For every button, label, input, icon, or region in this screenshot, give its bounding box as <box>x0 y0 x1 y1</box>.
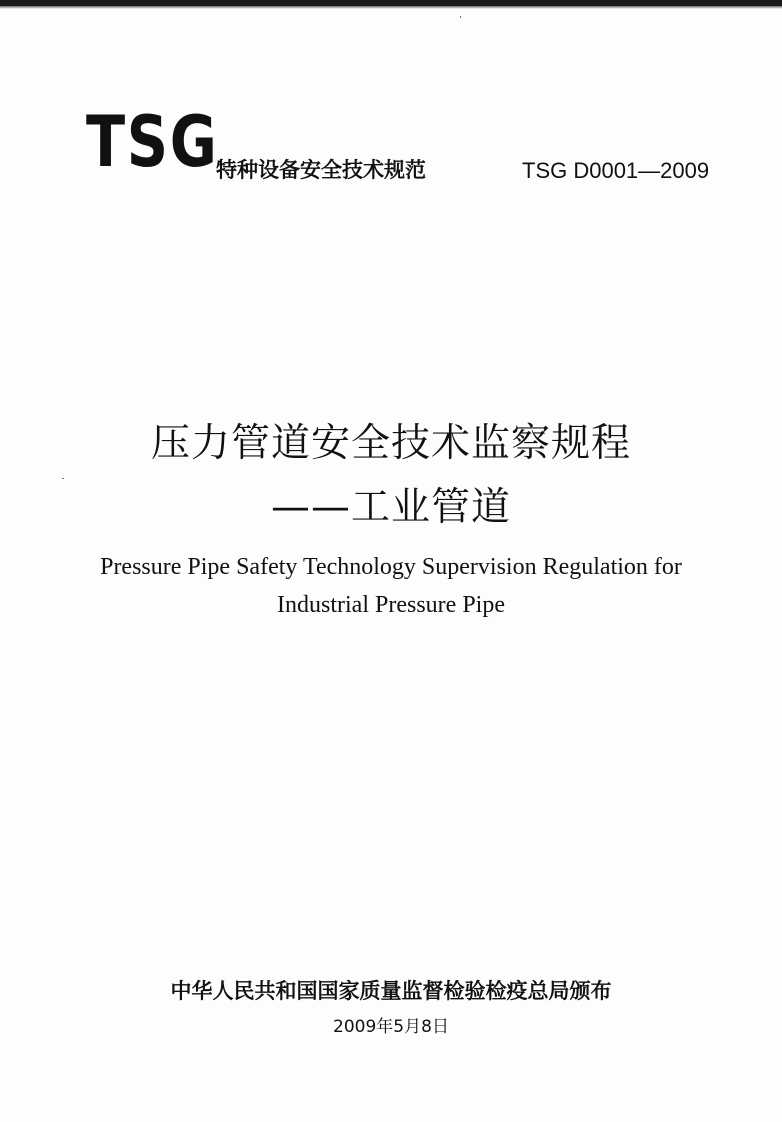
document-footer <box>0 974 782 1042</box>
tsg-logo: TSG <box>86 101 219 183</box>
title-english-line-2: Industrial Pressure Pipe <box>277 592 505 618</box>
subtitle-chinese: ——工业管道 <box>270 485 511 530</box>
document-header <box>0 100 782 190</box>
scan-speck <box>460 16 461 18</box>
scan-speck <box>62 478 64 479</box>
series-name: 特种设备安全技术规范 <box>216 158 426 182</box>
title-english <box>0 548 782 624</box>
issuing-authority: 中华人民共和国国家质量监督检验检疫总局颁布 <box>170 979 612 1003</box>
title-block <box>0 412 782 540</box>
scan-top-edge-shadow <box>0 6 782 9</box>
issue-date: 2009年5月8日 <box>333 1017 449 1037</box>
standard-code: TSG D0001—2009 <box>522 158 710 183</box>
title-english-line-1: Pressure Pipe Safety Technology Supervision Regulation for <box>100 554 682 580</box>
title-chinese: 压力管道安全技术监察规程 <box>150 421 631 466</box>
